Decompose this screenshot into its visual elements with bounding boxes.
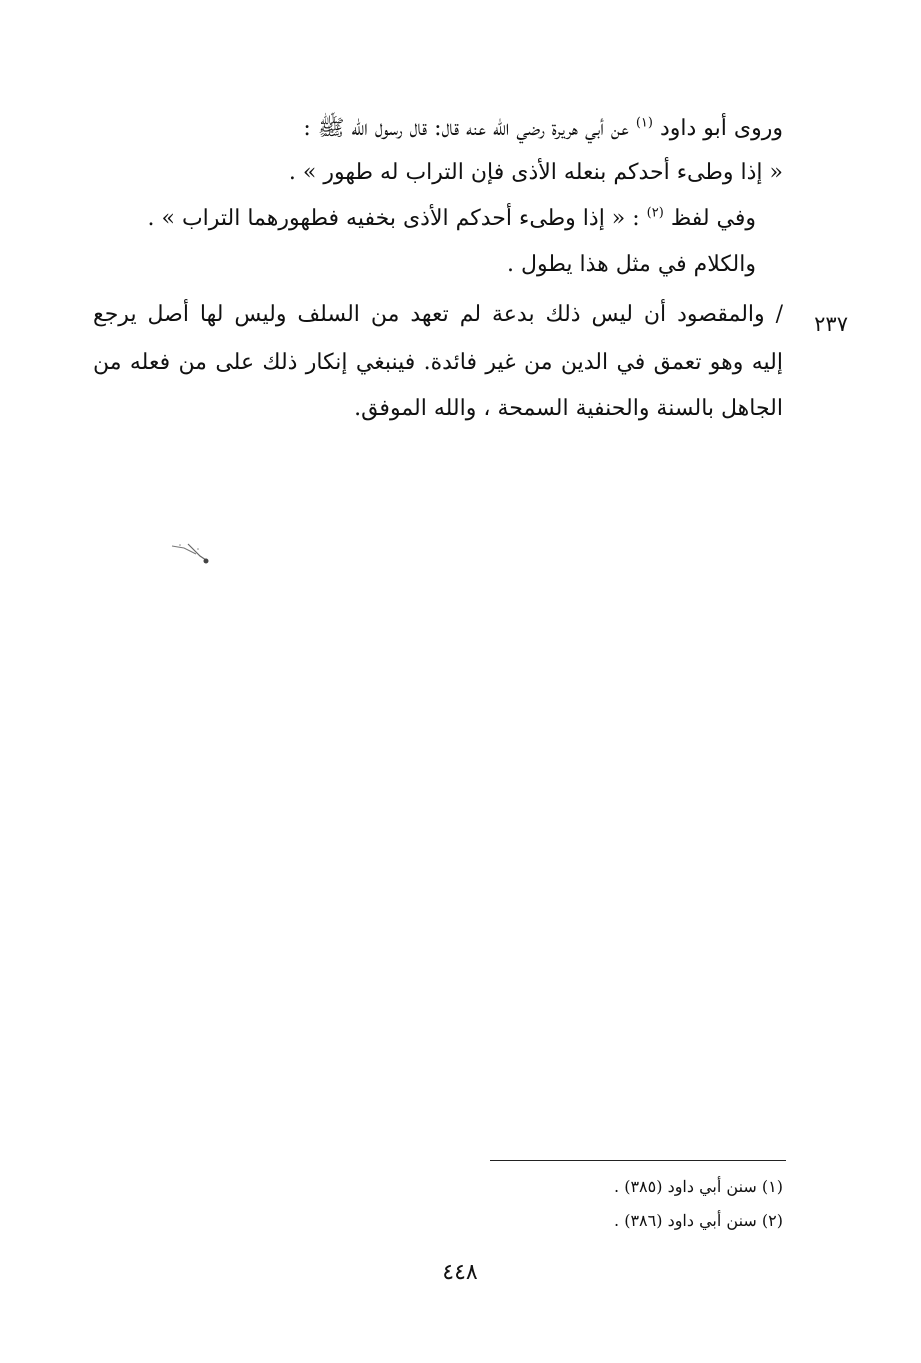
body-text: / والمقصود أن ليس ذلك بدعة لم تعهد من السلف وليس لها أصل يرجع — [93, 302, 783, 327]
body-line — [507, 250, 756, 280]
body-text: والكلام في مثل هذا يطول . — [506, 252, 756, 277]
body-line — [93, 348, 783, 378]
body-line — [93, 300, 783, 330]
footnote-marker: (١) — [761, 1177, 783, 1196]
body-text: وفي لفظ — [670, 206, 756, 231]
body-line — [289, 158, 783, 188]
body-text: الجاهل بالسنة والحنفية السمحة ، والله الموفق. — [354, 396, 783, 421]
body-text: عن أبي هريرة رضي الله عنه قال: قال رسول الله ﷺ : — [303, 116, 629, 141]
footnote-separator — [490, 1160, 786, 1161]
body-line — [354, 394, 783, 424]
page-number: ٤٤٨ — [442, 1260, 478, 1285]
scan-smudge-mark — [170, 540, 218, 566]
footnote-2 — [614, 1210, 783, 1232]
body-line — [148, 204, 757, 234]
footnote-text: سنن أبي داود (٣٨٥) . — [614, 1177, 757, 1196]
body-text: : « إذا وطىء أحدكم الأذى بخفيه فطهورهما التراب » . — [147, 206, 640, 231]
body-text: إليه وهو تعمق في الدين من غير فائدة. فينبغي إنكار ذلك على من فعله من — [93, 350, 783, 375]
margin-page-marker: ٢٣٧ — [814, 312, 848, 336]
footnote-1 — [614, 1176, 783, 1198]
body-text: « إذا وطىء أحدكم بنعله الأذى فإن التراب له طهور » . — [288, 160, 783, 185]
body-line — [83, 114, 783, 144]
footnote-reference: (٢) — [646, 205, 664, 221]
body-text: وروى أبو داود — [659, 116, 783, 141]
footnote-reference: (١) — [635, 115, 653, 131]
footnote-marker: (٢) — [761, 1211, 783, 1230]
footnote-text: سنن أبي داود (٣٨٦) . — [614, 1211, 757, 1230]
